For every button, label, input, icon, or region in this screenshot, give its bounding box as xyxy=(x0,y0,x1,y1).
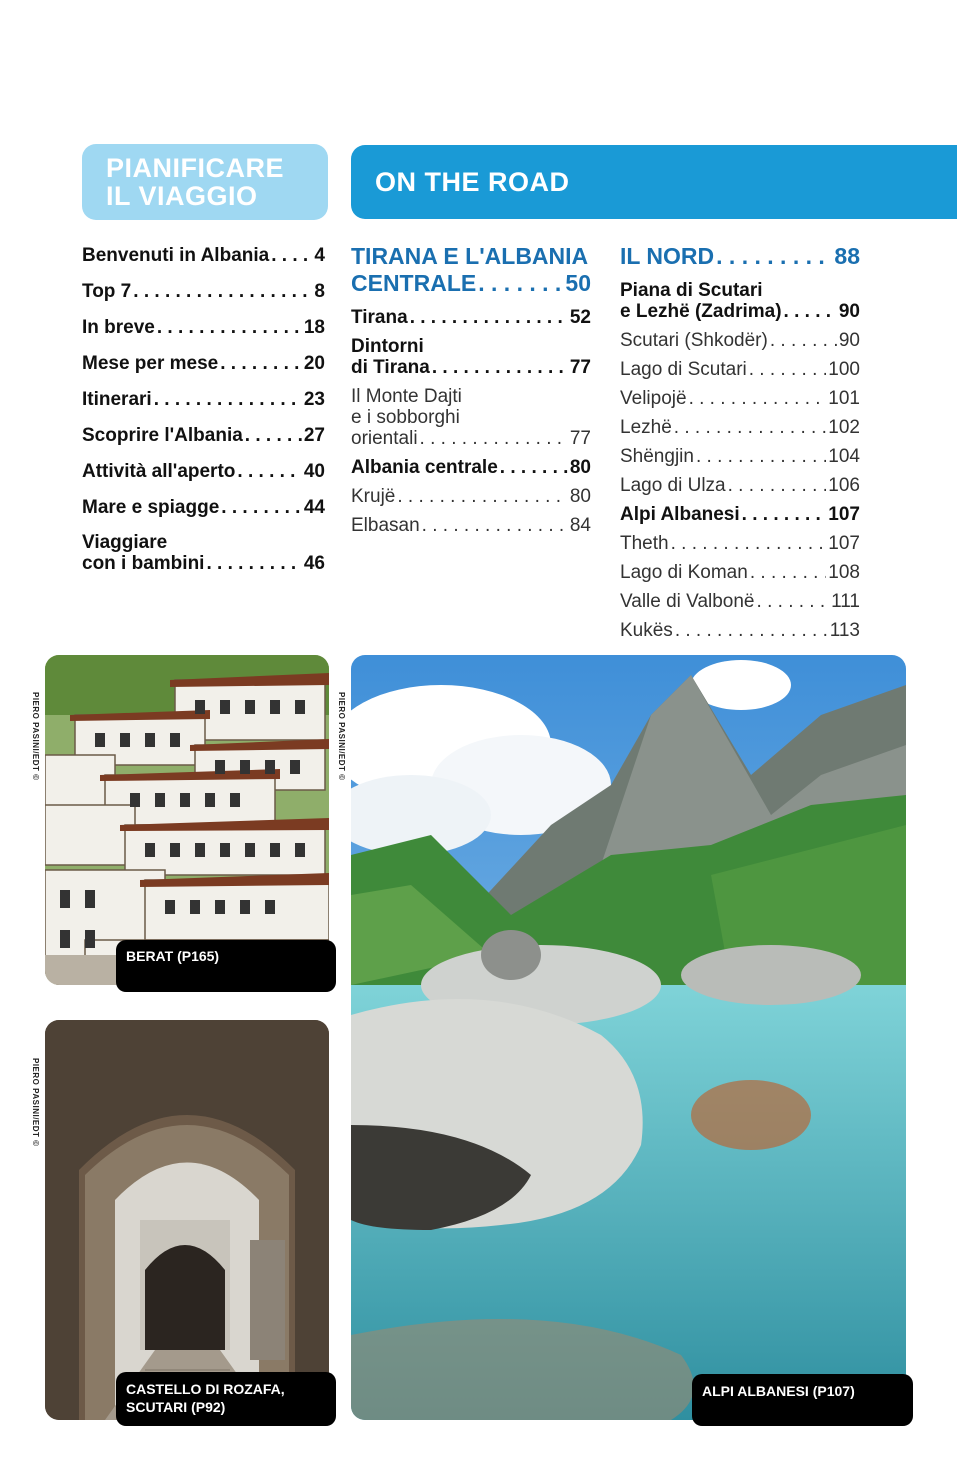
alpi-illustration xyxy=(351,655,906,1420)
alpi-photo xyxy=(351,655,906,1420)
photo-credit: PIERO PASINI/EDT © xyxy=(337,692,346,781)
toc-entry[interactable]: Scoprire l'Albania . . . 27 xyxy=(82,424,325,447)
berat-photo xyxy=(45,655,329,985)
photo-credit: PIERO PASINI/EDT © xyxy=(31,692,40,781)
nord-section-title[interactable]: IL NORD . . . 88 xyxy=(620,243,860,270)
toc-entry[interactable]: Tirana . . . 52 xyxy=(351,307,591,328)
toc-entry[interactable]: Alpi Albanesi . . . 107 xyxy=(620,504,860,525)
plan-trip-header xyxy=(82,144,328,220)
toc-entry[interactable]: Viaggiare con i bambini . . . 46 xyxy=(82,532,325,574)
toc-entry[interactable]: Lago di Scutari . . . 100 xyxy=(620,359,860,380)
toc-entry[interactable]: Elbasan . . . 84 xyxy=(351,515,591,536)
on-the-road-header: ON THE ROAD xyxy=(351,145,957,219)
toc-entry[interactable]: Scutari (Shkodër) . . . 90 xyxy=(620,330,860,351)
toc-entry[interactable]: Velipojë . . . 101 xyxy=(620,388,860,409)
toc-entry[interactable]: Valle di Valbonë . . . 111 xyxy=(620,591,860,612)
plan-trip-header-line1: PIANIFICARE xyxy=(106,153,285,183)
toc-entry[interactable]: Lago di Ulza . . . 106 xyxy=(620,475,860,496)
berat-illustration xyxy=(45,655,329,985)
toc-entry[interactable]: Krujë . . . 80 xyxy=(351,486,591,507)
toc-entry[interactable]: Itinerari . . . 23 xyxy=(82,388,325,411)
toc-entry[interactable]: Theth . . . 107 xyxy=(620,533,860,554)
tirana-toc xyxy=(351,243,591,536)
rozafa-photo xyxy=(45,1020,329,1420)
photo-caption: ALPI ALBANESI (P107) xyxy=(692,1374,913,1426)
toc-entry[interactable]: Albania centrale . . . 80 xyxy=(351,457,591,478)
toc-entry[interactable]: Piana di Scutari e Lezhë (Zadrima) . . . 90 xyxy=(620,280,860,322)
rozafa-illustration xyxy=(45,1020,329,1420)
photo-caption: BERAT (P165) xyxy=(116,940,336,992)
toc-entry[interactable]: Top 7 . . . 8 xyxy=(82,280,325,303)
toc-entry[interactable]: In breve . . . 18 xyxy=(82,316,325,339)
toc-entry[interactable]: Shëngjin . . . 104 xyxy=(620,446,860,467)
plan-trip-header-line2: IL VIAGGIO xyxy=(106,181,258,211)
toc-entry[interactable]: Lezhë . . . 102 xyxy=(620,417,860,438)
toc-entry[interactable]: Mare e spiagge . . . 44 xyxy=(82,496,325,519)
plan-toc xyxy=(82,244,325,587)
toc-entry[interactable]: Mese per mese . . . 20 xyxy=(82,352,325,375)
toc-entry[interactable]: Il Monte Dajti e i sobborghi orientali . . . 77 xyxy=(351,386,591,449)
toc-entry[interactable]: Attività all'aperto . . . 40 xyxy=(82,460,325,483)
photo-credit: PIERO PASINI/EDT © xyxy=(31,1058,40,1147)
nord-toc xyxy=(620,243,860,641)
toc-entry[interactable]: Lago di Koman . . . 108 xyxy=(620,562,860,583)
photo-caption: CASTELLO DI ROZAFA, SCUTARI (P92) xyxy=(116,1372,336,1426)
toc-entry[interactable]: Benvenuti in Albania . . . 4 xyxy=(82,244,325,267)
toc-entry[interactable]: Dintorni di Tirana . . . 77 xyxy=(351,336,591,378)
toc-entry[interactable]: Kukës . . . 113 xyxy=(620,620,860,641)
tirana-section-title[interactable]: TIRANA E L'ALBANIA CENTRALE . . . 50 xyxy=(351,243,591,297)
